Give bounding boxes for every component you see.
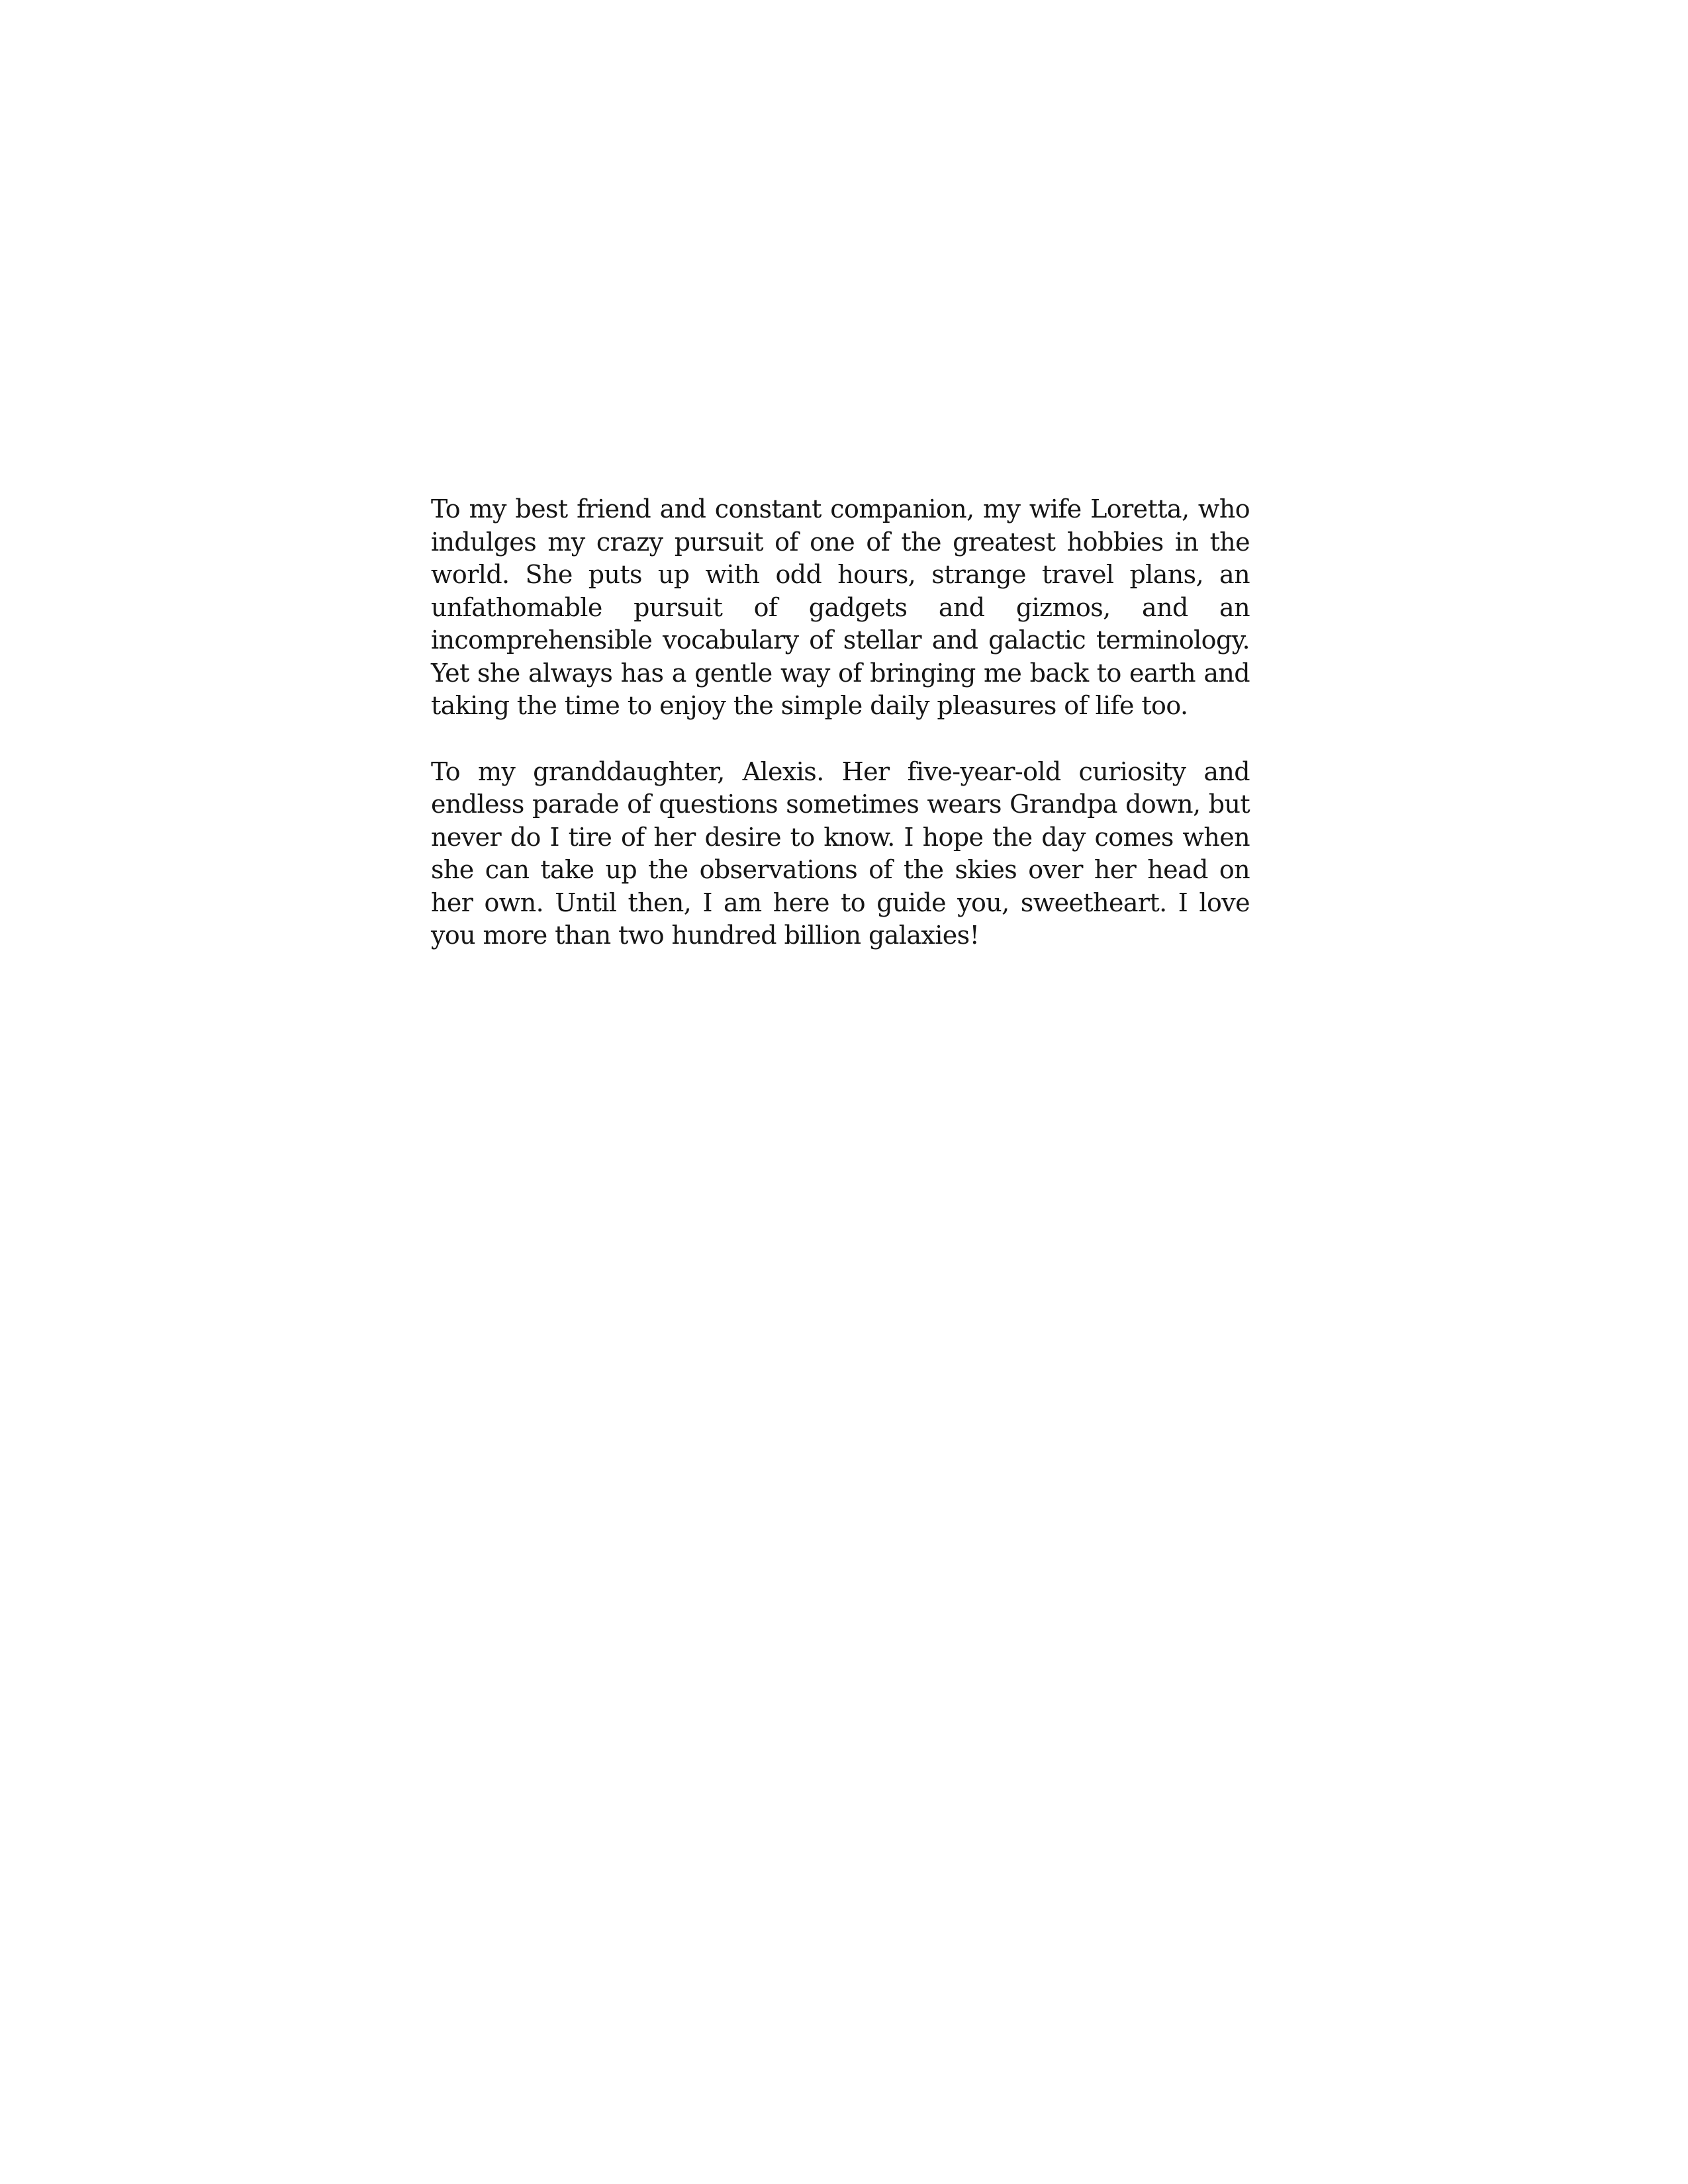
dedication-paragraph-loretta: To my best friend and constant companion, my wife Loretta, who indulges my crazy pursuit of one of the greatest hobbies in the world. She puts up with odd hours, strange travel plans, an unfathomable pursuit of gadgets and gizmos, and an incomprehensible vocabulary of stellar and galactic terminology. Yet she always has a gentle way of bringing me back to earth and taking the time to enjoy the simple daily pleasures of life too. — [431, 494, 1250, 720]
dedication-text-block — [431, 493, 1250, 952]
dedication-paragraph-alexis: To my granddaughter, Alexis. Her five-year-old curiosity and endless parade of questions sometimes wears Grandpa down, but never do I tire of her desire to know. I hope the day comes when she can take up the observations of the skies over her head on her own. Until then, I am here to guide you, sweetheart. I love you more than two hundred billion galaxies! — [431, 756, 1250, 950]
